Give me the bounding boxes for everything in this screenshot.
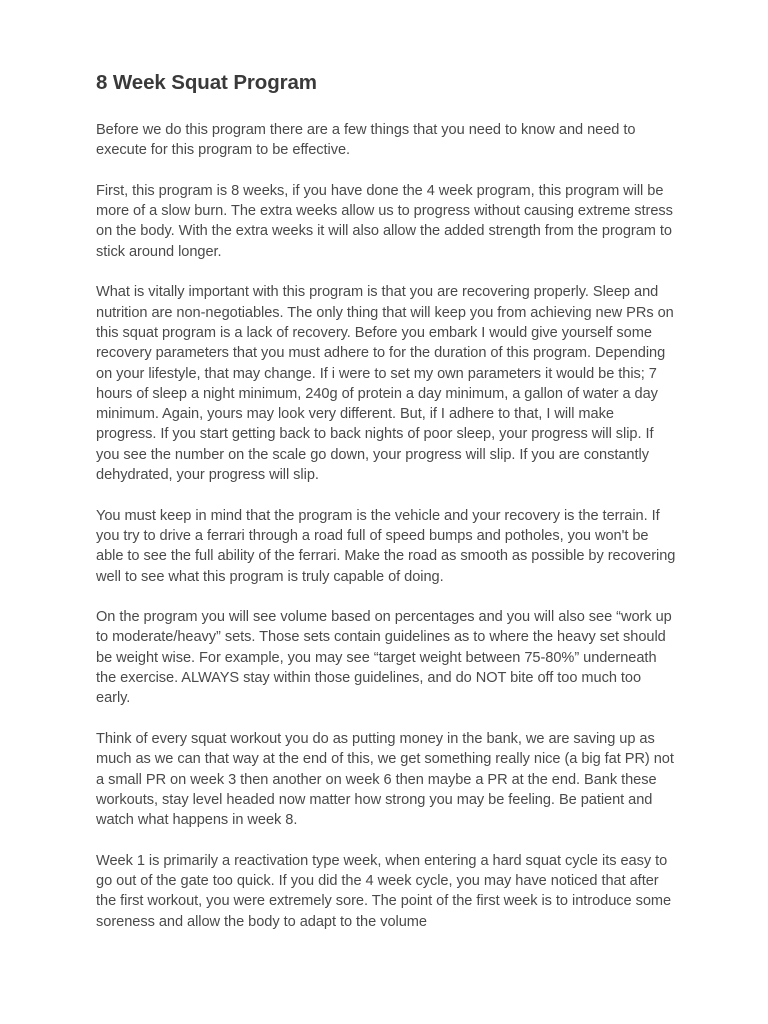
document-page <box>96 68 676 952</box>
paragraph-vehicle-terrain: You must keep in mind that the program is the vehicle and your recovery is the terrain. If you try to drive a ferrari through a road full of speed bumps and potholes, you won't be able to see the full ability of the ferrari. Make the road as smooth as possible by recovering well to see what this program is truly capable of doing. <box>96 507 676 585</box>
paragraph-intro: Before we do this program there are a few things that you need to know and need to execute for this program to be effective. <box>96 122 636 159</box>
paragraph-week-1: Week 1 is primarily a reactivation type week, when entering a hard squat cycle its easy to go out of the gate too quick. If you did the 4 week cycle, you may have noticed that after the first workout, you were extremely sore. The point of the first week is to introduce some soreness and allow the body to adapt to the volume <box>96 852 672 930</box>
paragraph-recovery: What is vitally important with this program is that you are recovering properly. Sleep and nutrition are non-negotiables. The only thing that will keep you from achieving new PRs on this squat program is a lack of recovery. Before you embark I would give yourself some recovery parameters that you must adhere to for the duration of this program. Depending on your lifestyle, that may change. If i were to set my own parameters it would be this; 7 hours of sleep a night minimum, 240g of protein a day minimum, a gallon of water a day minimum. Again, yours may look very different. But, if I adhere to that, I will make progress. If you start getting back to back nights of poor sleep, your progress will slip. If you see the number on the scale go down, your progress will slip. If you are constantly dehydrated, your progress will slip. <box>96 284 674 484</box>
paragraph-program-length: First, this program is 8 weeks, if you have done the 4 week program, this program will be more of a slow burn. The extra weeks allow us to progress without causing extreme stress on the body. With the extra weeks it will also allow the added strength from the program to stick around longer. <box>96 182 673 260</box>
paragraph-percentages: On the program you will see volume based on percentages and you will also see “work up to moderate/heavy” sets. Those sets contain guidelines as to where the heavy set should be weight wise. For example, you may see “target weight between 75-80%” underneath the exercise. ALWAYS stay within those guidelines, and do NOT bite off too much too early. <box>96 609 672 707</box>
document-title: 8 Week Squat Program <box>96 71 317 94</box>
paragraph-bank-workouts: Think of every squat workout you do as putting money in the bank, we are saving up as much as we can that way at the end of this, we get something really nice (a big fat PR) not a small PR on week 3 then another on week 6 then maybe a PR at the end. Bank these workouts, stay level headed now matter how strong you may be feeling. Be patient and watch what happens in week 8. <box>96 730 674 829</box>
